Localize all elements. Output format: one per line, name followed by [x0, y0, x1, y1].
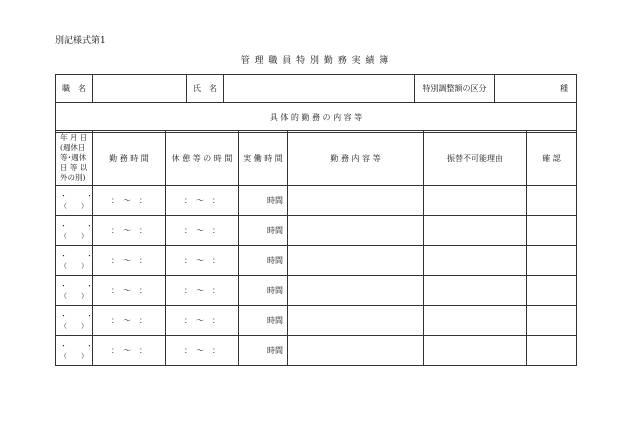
work-table-header [56, 131, 577, 186]
table-row [56, 186, 577, 216]
position-field[interactable] [93, 75, 187, 103]
date-dots: ・ ・ [60, 311, 99, 320]
confirm-cell[interactable] [527, 216, 577, 246]
date-cell[interactable] [56, 276, 99, 306]
table-row [56, 216, 577, 246]
column-reason: 振替不可能理由 [424, 131, 527, 186]
confirm-cell[interactable] [527, 306, 577, 336]
column-confirm: 確 認 [527, 131, 577, 186]
duty-time-cell[interactable]: ： ～ ： [93, 336, 166, 366]
column-actual-hours: 実 働 時 間 [239, 131, 288, 186]
reason-cell[interactable] [424, 246, 527, 276]
category-label: 特別調整額の区分 [415, 75, 495, 103]
table-row [56, 306, 577, 336]
break-time-cell[interactable]: ： ～ ： [166, 336, 239, 366]
table-row [56, 336, 577, 366]
duty-content-cell[interactable] [288, 336, 424, 366]
date-paren: （ ） [60, 321, 88, 330]
name-label: 氏 名 [187, 75, 224, 103]
position-label: 職 名 [56, 75, 93, 103]
reason-cell[interactable] [424, 306, 527, 336]
confirm-cell[interactable] [527, 276, 577, 306]
date-paren: （ ） [60, 261, 88, 270]
actual-hours-cell[interactable]: 時間 [239, 216, 288, 246]
info-row [56, 75, 577, 103]
date-cell[interactable] [56, 336, 99, 366]
duty-time-cell[interactable]: ： ～ ： [93, 216, 166, 246]
duty-content-cell[interactable] [288, 216, 424, 246]
date-dots: ・ ・ [60, 341, 99, 350]
table-row [56, 276, 577, 306]
date-cell[interactable] [56, 186, 99, 216]
column-date-line: 等･週休 [60, 153, 87, 162]
document-title: 管 理 職 員 特 別 勤 務 実 績 簿 [240, 56, 390, 66]
break-time-cell[interactable]: ： ～ ： [166, 306, 239, 336]
confirm-cell[interactable] [527, 186, 577, 216]
date-cell[interactable] [56, 246, 99, 276]
confirm-cell[interactable] [527, 246, 577, 276]
table-row [56, 246, 577, 276]
date-paren: （ ） [60, 231, 88, 240]
date-paren: （ ） [60, 351, 88, 360]
column-date-line: 年 月 日 [60, 133, 88, 142]
form-number: 別記様式第1 [55, 36, 106, 46]
break-time-cell[interactable]: ： ～ ： [166, 216, 239, 246]
actual-hours-cell[interactable]: 時間 [239, 306, 288, 336]
break-time-cell[interactable]: ： ～ ： [166, 246, 239, 276]
column-date-line: 日 等 以 [60, 163, 88, 172]
date-paren: （ ） [60, 201, 88, 210]
date-paren: （ ） [60, 291, 88, 300]
duty-time-cell[interactable]: ： ～ ： [93, 186, 166, 216]
info-table [55, 74, 577, 133]
grade-field[interactable] [495, 75, 577, 103]
section-title: 具 体 的 勤 務 の 内 容 等 [56, 103, 577, 133]
confirm-cell[interactable] [527, 336, 577, 366]
date-dots: ・ ・ [60, 281, 99, 290]
break-time-cell[interactable]: ： ～ ： [166, 276, 239, 306]
section-row [56, 103, 577, 133]
column-date-line: (週休日 [60, 143, 86, 152]
reason-cell[interactable] [424, 186, 527, 216]
break-time-cell[interactable]: ： ～ ： [166, 186, 239, 216]
actual-hours-cell[interactable]: 時間 [239, 336, 288, 366]
reason-cell[interactable] [424, 216, 527, 246]
work-table [55, 130, 577, 366]
duty-content-cell[interactable] [288, 186, 424, 216]
duty-time-cell[interactable]: ： ～ ： [93, 306, 166, 336]
reason-cell[interactable] [424, 336, 527, 366]
duty-content-cell[interactable] [288, 276, 424, 306]
column-date [56, 131, 93, 186]
name-field[interactable] [224, 75, 415, 103]
duty-time-cell[interactable]: ： ～ ： [93, 246, 166, 276]
column-break-time: 休 憩 等 の 時 間 [166, 131, 239, 186]
grade-suffix: 種 [560, 84, 568, 93]
actual-hours-cell[interactable]: 時間 [239, 276, 288, 306]
column-duty-content: 勤 務 内 容 等 [288, 131, 424, 186]
column-duty-time: 勤 務 時 間 [93, 131, 166, 186]
column-date-line: 外の別) [60, 173, 86, 182]
actual-hours-cell[interactable]: 時間 [239, 246, 288, 276]
date-cell[interactable] [56, 216, 99, 246]
duty-time-cell[interactable]: ： ～ ： [93, 276, 166, 306]
reason-cell[interactable] [424, 276, 527, 306]
date-dots: ・ ・ [60, 251, 99, 260]
duty-content-cell[interactable] [288, 306, 424, 336]
date-cell[interactable] [56, 306, 99, 336]
date-dots: ・ ・ [60, 221, 99, 230]
date-dots: ・ ・ [60, 191, 99, 200]
duty-content-cell[interactable] [288, 246, 424, 276]
actual-hours-cell[interactable]: 時間 [239, 186, 288, 216]
